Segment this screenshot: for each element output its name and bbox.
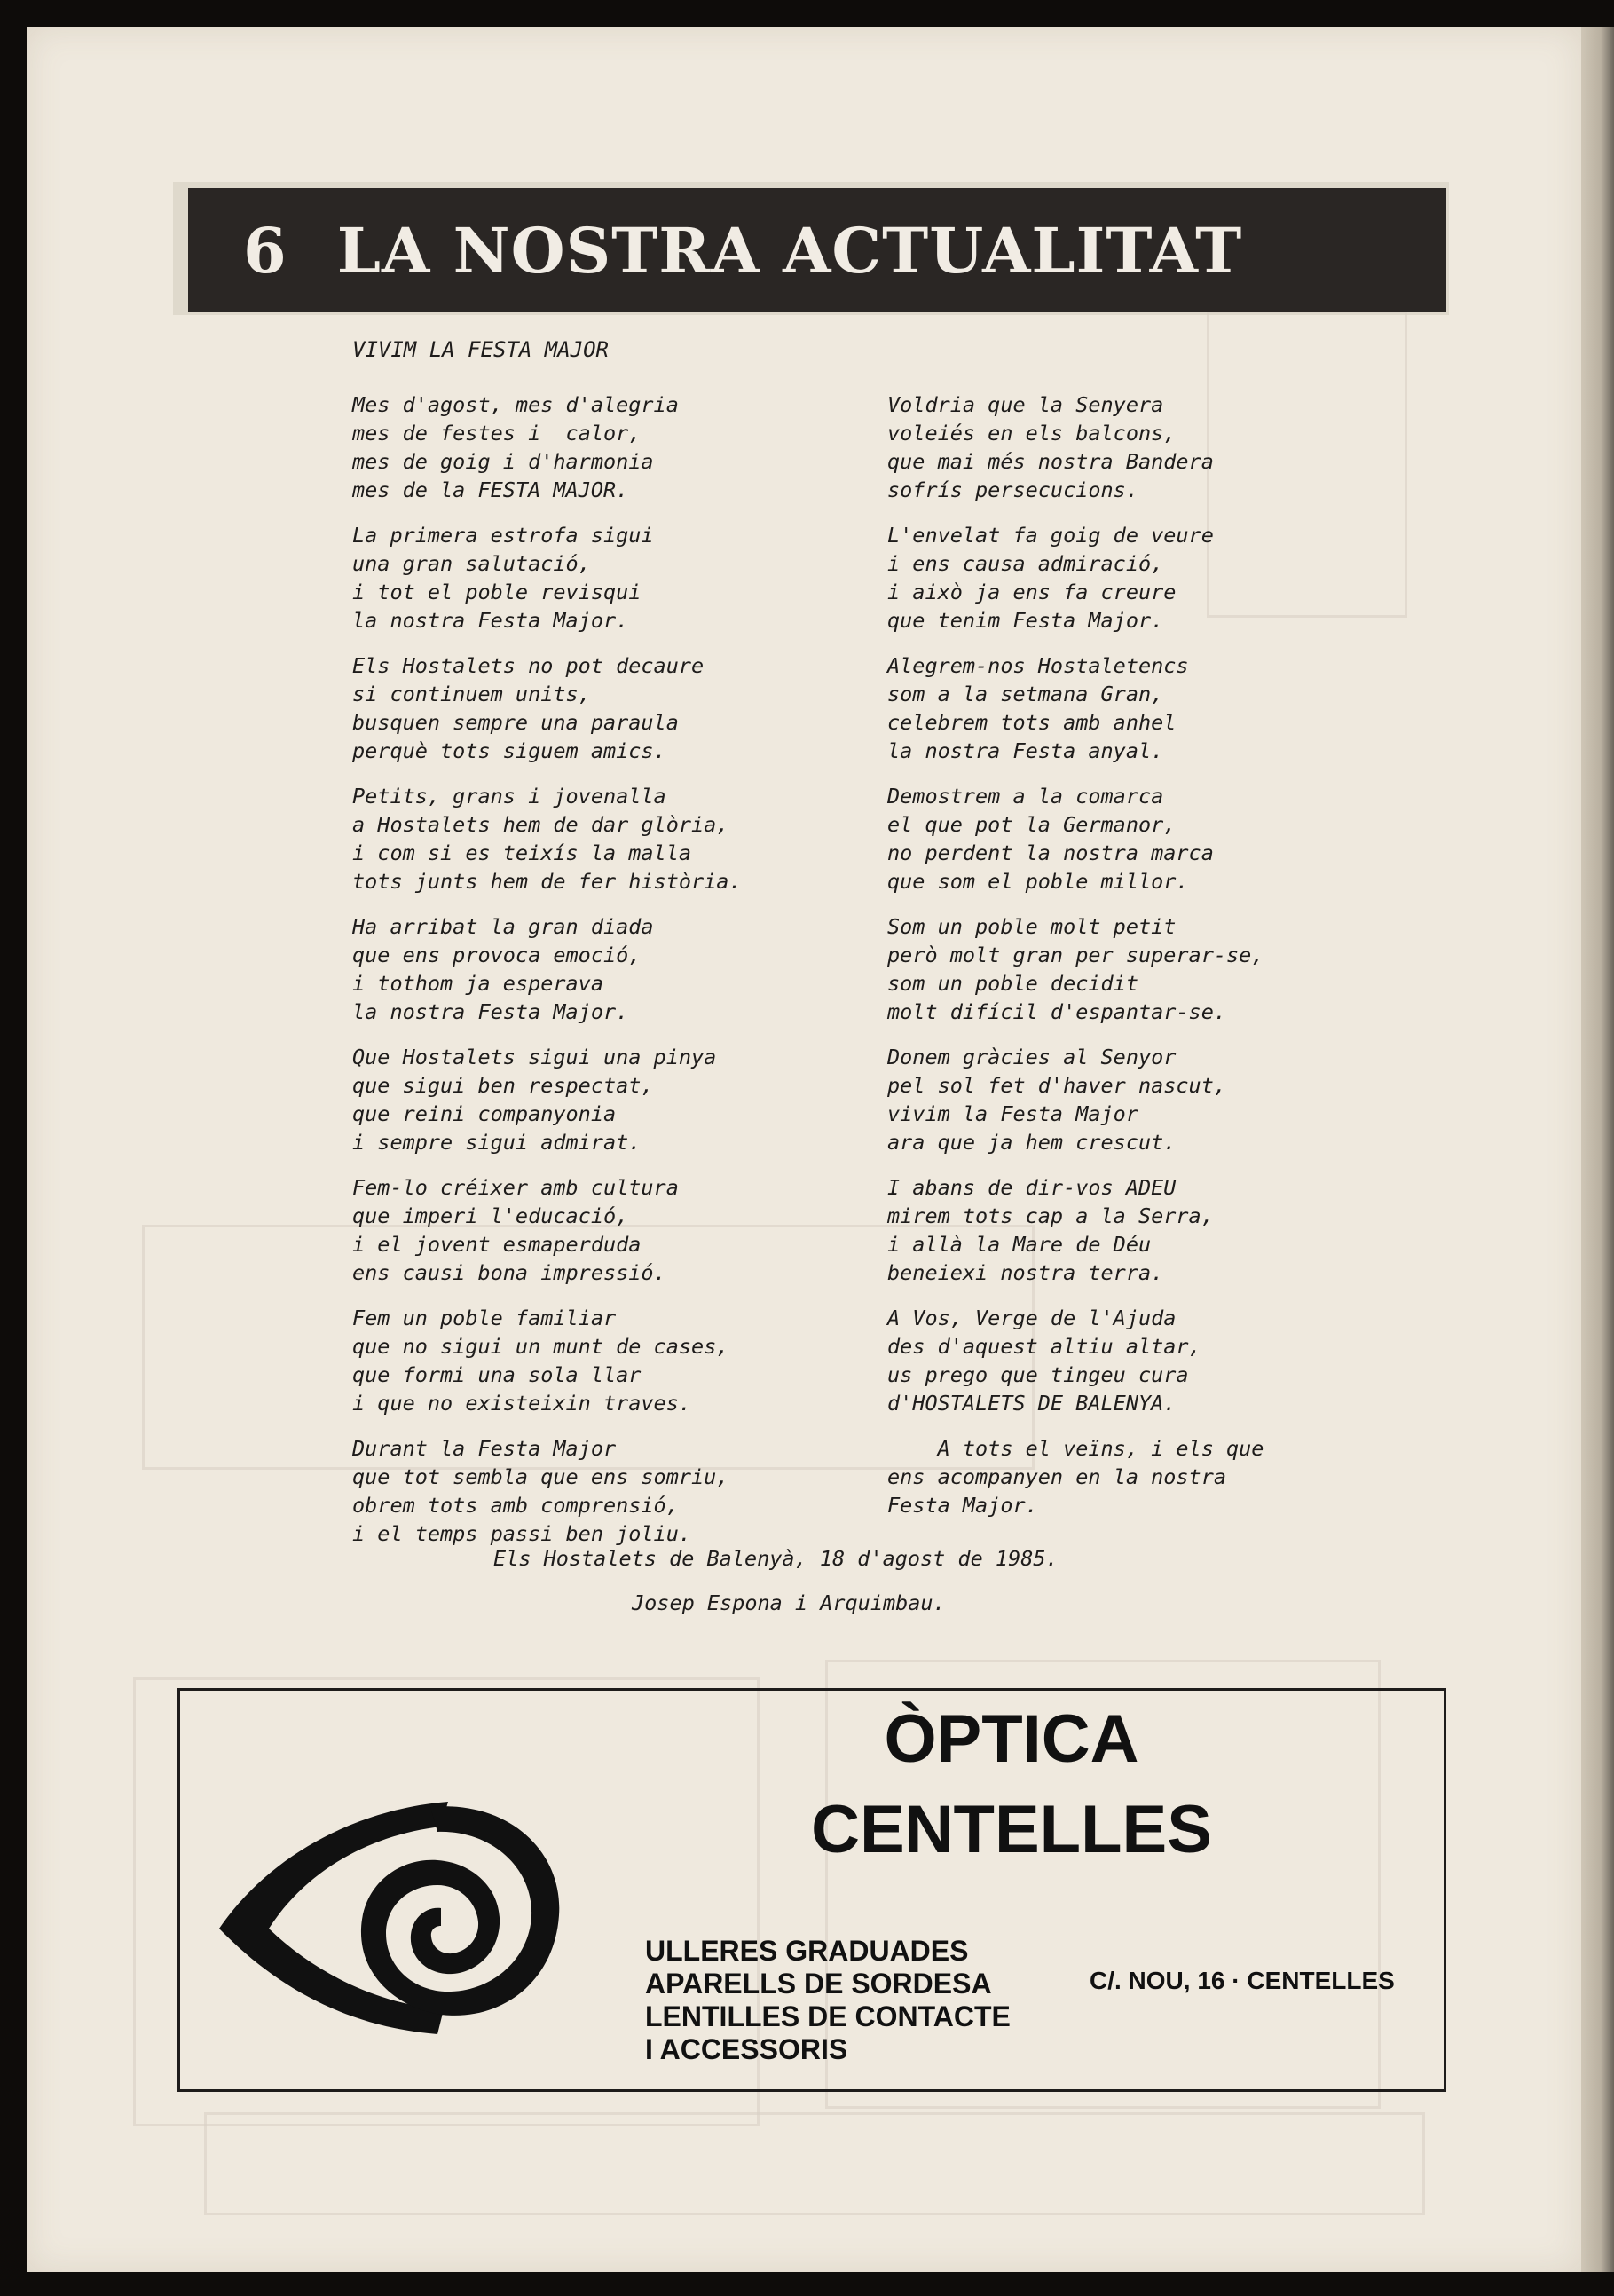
- poem-line: d'HOSTALETS DE BALENYA.: [887, 1391, 1177, 1416]
- poem-line: des d'aquest altiu altar,: [887, 1334, 1201, 1359]
- ad-brand-line1: ÒPTICA: [884, 1701, 1139, 1777]
- poem-line: ara que ja hem crescut.: [887, 1130, 1177, 1155]
- poem-line: que mai més nostra Bandera: [887, 449, 1214, 474]
- poem-line: i allà la Mare de Déu: [887, 1232, 1152, 1257]
- poem-stanza: [887, 521, 1264, 635]
- poem-line: que formi una sola llar: [352, 1362, 642, 1387]
- poem-line: la nostra Festa Major.: [352, 999, 629, 1024]
- poem-stanza: [352, 782, 742, 896]
- ad-service-item: LENTILLES DE CONTACTE: [645, 2000, 1011, 2032]
- poem-line: a Hostalets hem de dar glòria,: [352, 812, 729, 837]
- poem-line: mes de la FESTA MAJOR.: [352, 477, 629, 502]
- poem-stanza: [887, 1304, 1264, 1417]
- poem-line: vivim la Festa Major: [887, 1101, 1138, 1126]
- poem-line: que ens provoca emoció,: [352, 943, 642, 967]
- poem-line: Petits, grans i jovenalla: [352, 784, 666, 809]
- poem-line: que sigui ben respectat,: [352, 1073, 654, 1098]
- poem-title: VIVIM LA FESTA MAJOR: [352, 337, 609, 362]
- page-bottom-border: [0, 2272, 1614, 2296]
- poem-stanza: [887, 912, 1264, 1026]
- poem-line: i el temps passi ben joliu.: [352, 1521, 692, 1546]
- poem-line: Durant la Festa Major: [352, 1436, 617, 1461]
- poem-stanza: [887, 1434, 1264, 1519]
- poem-line: beneiexi nostra terra.: [887, 1260, 1164, 1285]
- page-number: 6: [243, 213, 287, 288]
- poem-line: obrem tots amb comprensió,: [352, 1493, 679, 1518]
- poem-line: mes de festes i calor,: [352, 421, 642, 446]
- poem-line: que tot sembla que ens somriu,: [352, 1464, 729, 1489]
- poem-line: i tot el poble revisqui: [352, 580, 642, 604]
- poem-line: ens acompanyen en la nostra: [887, 1464, 1227, 1489]
- poem-line: molt difícil d'espantar-se.: [887, 999, 1227, 1024]
- poem-line: I abans de dir-vos ADEU: [887, 1175, 1177, 1200]
- poem-line: que imperi l'educació,: [352, 1203, 629, 1228]
- poem-line: i el jovent esmaperduda: [352, 1232, 642, 1257]
- poem-stanza: [352, 1304, 742, 1417]
- poem-stanza: [352, 912, 742, 1026]
- poem-line: Voldria que la Senyera: [887, 392, 1164, 417]
- poem-line: busquen sempre una paraula: [352, 710, 679, 735]
- poem-line: mes de goig i d'harmonia: [352, 449, 654, 474]
- ad-service-item: I ACCESSORIS: [645, 2033, 848, 2065]
- poem-line: la nostra Festa Major.: [352, 608, 629, 633]
- poem-line: Festa Major.: [887, 1493, 1038, 1518]
- poem-line: mirem tots cap a la Serra,: [887, 1203, 1214, 1228]
- poem-line: Que Hostalets sigui una pinya: [352, 1045, 717, 1069]
- poem-line: però molt gran per superar-se,: [887, 943, 1264, 967]
- poem-line: ens causi bona impressió.: [352, 1260, 666, 1285]
- poem-line: i tothom ja esperava: [352, 971, 603, 996]
- poem-line: tots junts hem de fer història.: [352, 869, 742, 894]
- poem-line: la nostra Festa anyal.: [887, 738, 1164, 763]
- poem-line: sofrís persecucions.: [887, 477, 1138, 502]
- ad-address: C/. NOU, 16 · CENTELLES: [1090, 1967, 1395, 1994]
- ad-service-item: ULLERES GRADUADES: [645, 1935, 969, 1967]
- poem-line: L'envelat fa goig de veure: [887, 523, 1214, 548]
- poem-stanza: [352, 391, 742, 504]
- poem-line: una gran salutació,: [352, 551, 591, 576]
- poem-stanza: [887, 1043, 1264, 1156]
- ad-brand-line2: CENTELLES: [811, 1792, 1212, 1867]
- poem-line: som a la setmana Gran,: [887, 682, 1164, 706]
- section-header: [188, 188, 1446, 312]
- poem-stanza: [887, 782, 1264, 896]
- poem-stanza: [352, 1173, 742, 1287]
- poem-line: Som un poble molt petit: [887, 914, 1177, 939]
- section-title: LA NOSTRA ACTUALITAT: [336, 213, 1243, 288]
- poem-line: pel sol fet d'haver nascut,: [887, 1073, 1227, 1098]
- poem-line: us prego que tingeu cura: [887, 1362, 1189, 1387]
- poem-stanza: [352, 521, 742, 635]
- poem-stanza: [352, 651, 742, 765]
- poem-line: Fem un poble familiar: [352, 1306, 617, 1330]
- eye-logo-icon: [209, 1738, 563, 2040]
- poem-stanza: [352, 1043, 742, 1156]
- poem-line: Demostrem a la comarca: [887, 784, 1164, 809]
- poem-line: Fem-lo créixer amb cultura: [352, 1175, 679, 1200]
- poem-line: Mes d'agost, mes d'alegria: [352, 392, 679, 417]
- ad-services-list: [645, 1935, 1011, 2066]
- poem-line: La primera estrofa sigui: [352, 523, 654, 548]
- poem-stanza: [352, 1434, 742, 1548]
- poem-stanza: [887, 1173, 1264, 1287]
- poem-author: Josep Espona i Arquimbau.: [632, 1590, 946, 1615]
- poem-line: A Vos, Verge de l'Ajuda: [887, 1306, 1177, 1330]
- poem-line: si continuem units,: [352, 682, 591, 706]
- poem-line: el que pot la Germanor,: [887, 812, 1177, 837]
- poem-line: Alegrem-nos Hostaletencs: [887, 653, 1189, 678]
- poem-column-right: [887, 391, 1264, 1536]
- show-through-box: [204, 2112, 1425, 2215]
- poem-line: que reini companyonia: [352, 1101, 617, 1126]
- poem-line: que no sigui un munt de cases,: [352, 1334, 729, 1359]
- poem-stanza: [887, 391, 1264, 504]
- poem-line: Ha arribat la gran diada: [352, 914, 654, 939]
- poem-line: A tots el veïns, i els que: [887, 1436, 1264, 1461]
- poem-line: som un poble decidit: [887, 971, 1138, 996]
- page-edge: [1581, 27, 1614, 2272]
- poem-line: que som el poble millor.: [887, 869, 1189, 894]
- poem-line: Donem gràcies al Senyor: [887, 1045, 1177, 1069]
- poem-line: Els Hostalets no pot decaure: [352, 653, 705, 678]
- poem-line: i que no existeixin traves.: [352, 1391, 692, 1416]
- poem-line: celebrem tots amb anhel: [887, 710, 1177, 735]
- ad-service-item: APARELLS DE SORDESA: [645, 1968, 992, 2000]
- poem-line: i com si es teixís la malla: [352, 840, 692, 865]
- poem-line: voleiés en els balcons,: [887, 421, 1177, 446]
- poem-line: i sempre sigui admirat.: [352, 1130, 642, 1155]
- poem-line: que tenim Festa Major.: [887, 608, 1164, 633]
- poem-line: no perdent la nostra marca: [887, 840, 1214, 865]
- poem-place-date: Els Hostalets de Balenyà, 18 d'agost de 1985.: [493, 1546, 1059, 1571]
- poem-stanza: [887, 651, 1264, 765]
- poem-column-left: [352, 391, 742, 1565]
- poem-line: i ens causa admiració,: [887, 551, 1164, 576]
- poem-line: i això ja ens fa creure: [887, 580, 1177, 604]
- poem-line: perquè tots siguem amics.: [352, 738, 666, 763]
